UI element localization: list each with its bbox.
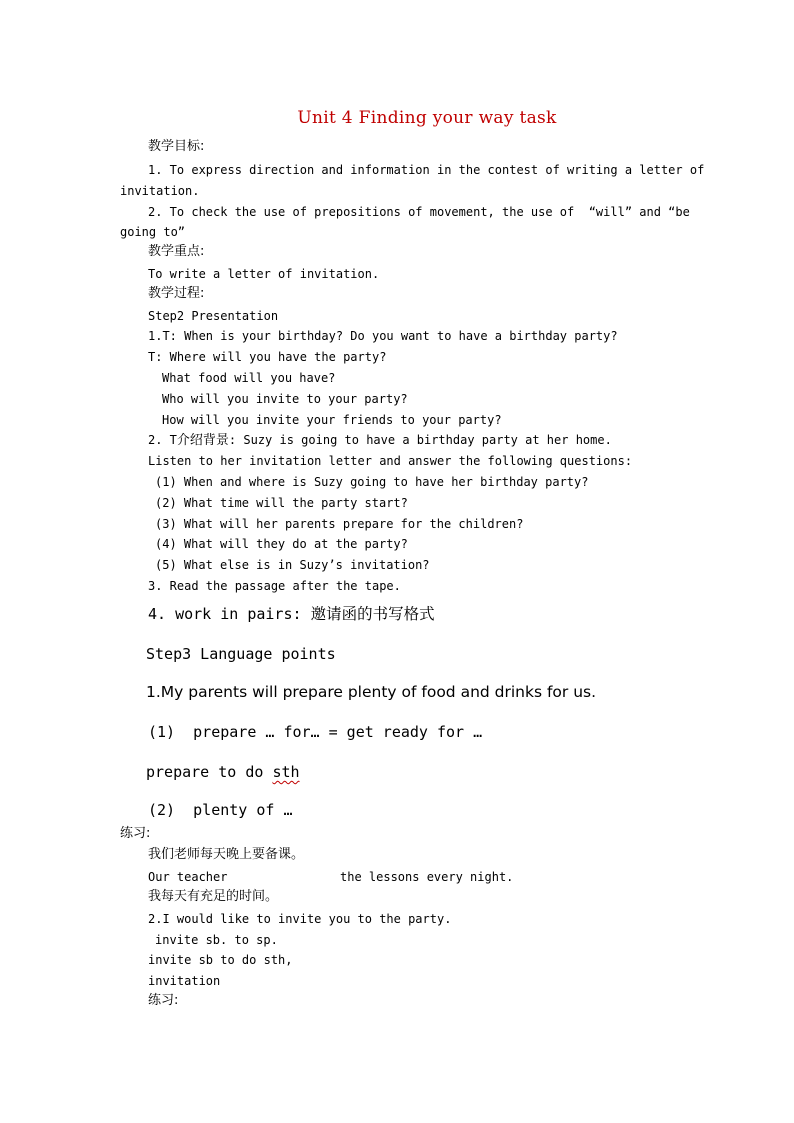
language-point-1: 1.My parents will prepare plenty of food and drinks for us. [146, 683, 597, 701]
language-point-1b [146, 763, 300, 781]
key-point-1: To write a letter of invitation. [148, 267, 380, 281]
process-heading: 教学过程: [148, 286, 205, 301]
exercise-1-english-start: Our teacher [148, 870, 228, 884]
language-point-2c: invitation [148, 974, 221, 988]
goal-2-line-a: 2. To check the use of prepositions of movement, the use of “will” and “be [148, 205, 690, 219]
pairs-line [148, 605, 435, 623]
language-point-1b-sth: sth [272, 763, 300, 781]
listen-question-4: (4) What will they do at the party? [155, 537, 408, 551]
listen-question-1: (1) When and where is Suzy going to have her birthday party? [155, 475, 589, 489]
question-3: What food will you have? [162, 371, 336, 385]
background-zh: 介绍背景 [176, 433, 229, 448]
listen-question-2: (2) What time will the party start? [155, 496, 408, 510]
exercise-heading-1: 练习: [120, 826, 151, 841]
background-rest: : Suzy is going to have a birthday party at her home. [228, 433, 612, 447]
language-point-1a: (1) prepare … for… = get ready for … [148, 723, 483, 741]
teaching-goals-heading: 教学目标: [148, 139, 205, 154]
language-point-2a: invite sb. to sp. [155, 933, 278, 947]
listen-instruction: Listen to her invitation letter and answer the following questions: [148, 454, 633, 468]
document-title: Unit 4 Finding your way task [297, 108, 557, 128]
exercise-1-chinese: 我们老师每天晚上要备课。 [148, 847, 305, 862]
goal-2-line-b: going to” [120, 225, 186, 239]
step2-heading: Step2 Presentation [148, 309, 279, 323]
read-instruction: 3. Read the passage after the tape. [148, 579, 401, 593]
goal-1-line-a: 1. To express direction and information in the contest of writing a letter of [148, 163, 705, 177]
question-5: How will you invite your friends to your party? [162, 413, 502, 427]
exercise-2-chinese: 我每天有充足的时间。 [148, 889, 279, 904]
goal-1-line-b: invitation. [120, 184, 200, 198]
step3-heading: Step3 Language points [146, 645, 336, 663]
listen-question-3: (3) What will her parents prepare for the children? [155, 517, 524, 531]
background-num: 2. T [148, 433, 177, 447]
exercise-heading-2: 练习: [148, 993, 179, 1008]
key-points-heading: 教学重点: [148, 244, 205, 259]
exercise-1-english-end: the lessons every night. [340, 870, 514, 884]
question-1: 1.T: When is your birthday? Do you want to have a birthday party? [148, 329, 618, 343]
question-2: T: Where will you have the party? [148, 350, 387, 364]
language-point-2: 2.I would like to invite you to the party. [148, 912, 452, 926]
language-point-2b: invite sb to do sth, [148, 953, 293, 967]
background-line [148, 433, 612, 448]
pairs-en: 4. work in pairs: [148, 605, 311, 623]
listen-question-5: (5) What else is in Suzy’s invitation? [155, 558, 430, 572]
language-point-1b-prefix: prepare to do [146, 763, 273, 781]
pairs-zh: 邀请函的书写格式 [310, 605, 435, 623]
language-point-1c: (2) plenty of … [148, 801, 293, 819]
question-4: Who will you invite to your party? [162, 392, 408, 406]
